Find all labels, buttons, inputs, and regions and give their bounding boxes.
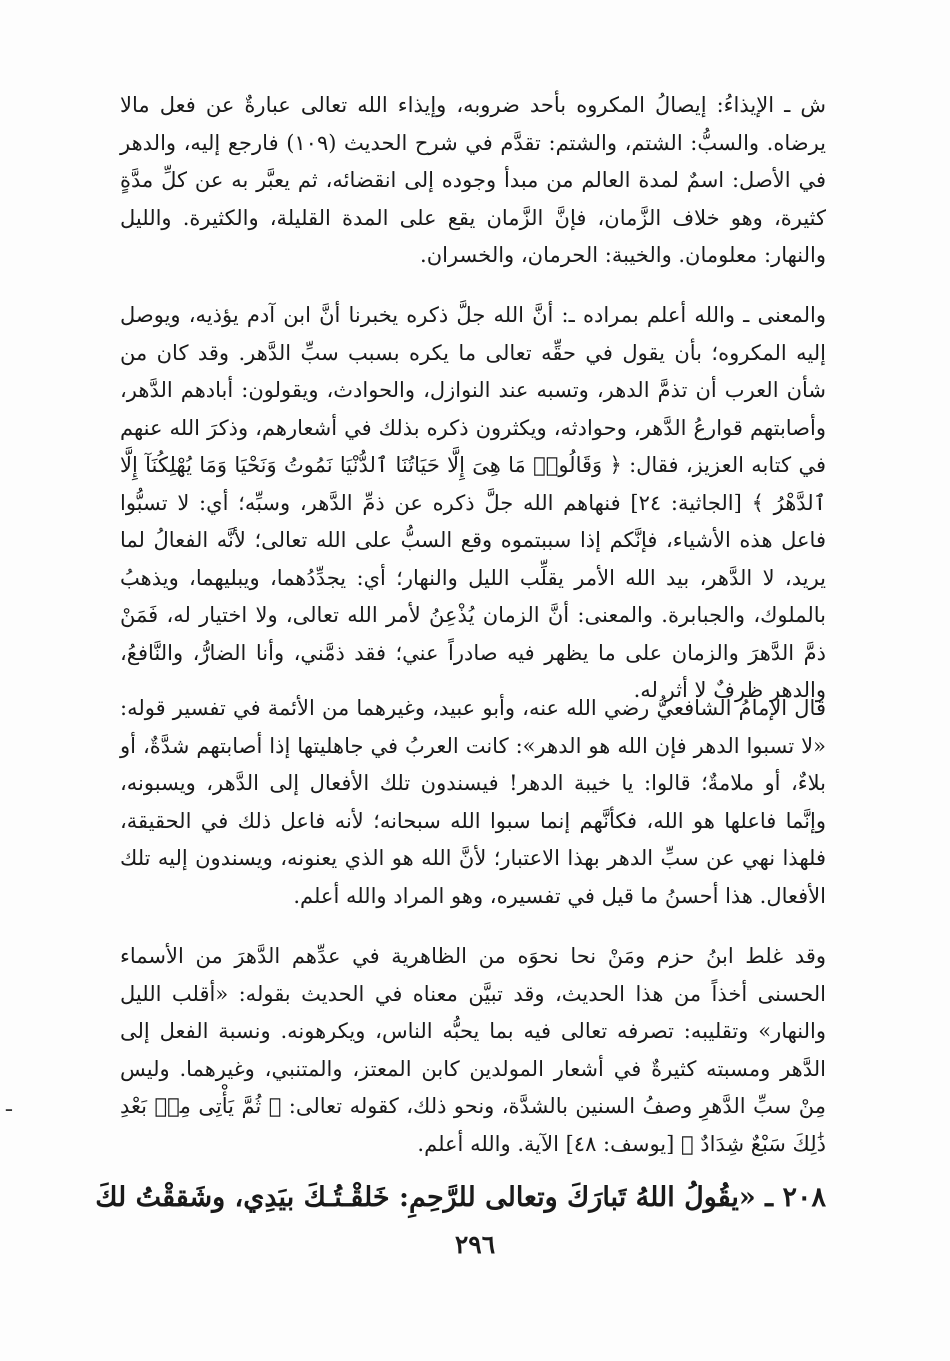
commentary-paragraph-ibn-hazm: وقد غلط ابنُ حزم ومَنْ نحا نحوَه من الظاهرية في عدِّهم الدَّهرَ من الأسماء الحسنى أخذاً من هذا الحديث، وقد تبيَّن معناه في الحديث بقوله: «أقلب الليل والنهار» وتقليبه: تصرفه تعالى فيه بما يحبُّه الناس، ويكرهونه. ونسبة الفعل إلى الدَّهر ومسبته كثيرةٌ في أشعار المولدين كابن المعتز، والمتنبي، وغيرهما. وليس مِنْ سبِّ الدَّهرِ وصفُ السنين بالشدَّة، ونحو ذلك، كقوله تعالى: ﴿ ثُمَّ يَأْتِى مِنۢ بَعْدِ ذَٰلِكَ سَبْعٌ شِدَادٌ ﴾ [يوسف: ٤٨] الآية. والله أعلم. — [120, 944, 827, 1156]
margin-mark: ـ — [6, 1092, 12, 1116]
hadith-heading: ٢٠٨ ـ «يقُولُ اللهُ تَبارَكَ وتعالى للرَّحِمِ: خَلقْـتُـكَ بيَدِي، وشَققْتُ لكَ — [95, 1182, 826, 1213]
commentary-paragraph-shafii: قال الإمامُ الشافعيُّ رضي الله عنه، وأبو عبيد، وغيرهما من الأئمة في تفسير قوله: «لا تسبوا الدهر فإن الله هو الدهر»: كانت العربُ في جاهليتها إذا أصابتهم شدَّةٌ، أو بلاءٌ، أو ملامةٌ؛ قالوا: يا خيبة الدهر! فيسندون تلك الأفعال إلى الدَّهر، ويسبونه، وإنَّما فاعلها هو الله، فكأنَّهم إنما سبوا الله سبحانه؛ لأنه فاعل ذلك في الحقيقة، فلهذا نهي عن سبِّ الدهر بهذا الاعتبار؛ لأنَّ الله هو الذي يعنونه، ويسندون إليه تلك الأفعال. هذا أحسنُ ما قيل في تفسيره، وهو المراد والله أعلم. — [120, 696, 826, 908]
commentary-paragraph-meaning: والمعنى ـ والله أعلم بمراده ـ: أنَّ الله جلَّ ذكره يخبرنا أنَّ ابن آدم يؤذيه، ويوصل إليه المكروه؛ بأن يقول في حقِّه تعالى ما يكره بسبب سبِّ الدَّهر. وقد كان من شأن العرب أن تذمَّ الدهر، وتسبه عند النوازل، والحوادث، ويقولون: أبادهم الدَّهر، وأصابتهم قوارعُ الدَّهر، وحوادثه، ويكثرون ذكره بذلك في أشعارهم، وذكرَ الله عنهم في كتابه العزيز، فقال: ﴿ وَقَالُوا۟ مَا هِىَ إِلَّا حَيَاتُنَا ٱلدُّنْيَا نَمُوتُ وَنَحْيَا وَمَا يُهْلِكُنَآ إِلَّا ٱلدَّهْرُ ﴾ [الجاثية: ٢٤] فنهاهم الله جلَّ ذكره عن ذمِّ الدَّهر، وسبِّه؛ أي: لا تسبُّوا فاعل هذه الأشياء، فإنَّكم إذا سببتموه وقع السبُّ على الله تعالى؛ لأنَّه الفعالُ لما يريد، لا الدَّهر، بيد الله الأمر يقلِّب الليل والنهار؛ أي: يجدِّدُهما، ويبليهما، ويذهبُ بالملوك، والجبابرة. والمعنى: أنَّ الزمان يُذْعِنُ لأمر الله تعالى، ولا اختيار له، فَمَنْ ذمَّ الدَّهرَ والزمان على ما يظهر فيه صادراً عني؛ فقد ذمَّني، وأنا الضارُّ، والنَّافعُ، والدهر ظرفٌ لا أثر له. — [120, 303, 826, 702]
page-number: ٢٩٦ — [454, 1230, 496, 1259]
commentary-paragraph-explanation: ش ـ الإيذاءُ: إيصالُ المكروه بأحد ضروبه، وإيذاء الله تعالى عبارةٌ عن فعل مالا يرضاه. والسبُّ: الشتم، والشتم: تقدَّم في شرح الحديث (١٠٩) فارجع إليه، والدهر في الأصل: اسمٌ لمدة العالم من مبدأ وجوده إلى انقضائه، ثم يعبَّر به عن كلِّ مدَّةٍ كثيرة، وهو خلاف الزَّمان، فإنَّ الزَّمان يقع على المدة القليلة، والكثيرة. والليل والنهار: معلومان. والخيبة: الحرمان، والخسران. — [120, 93, 827, 267]
